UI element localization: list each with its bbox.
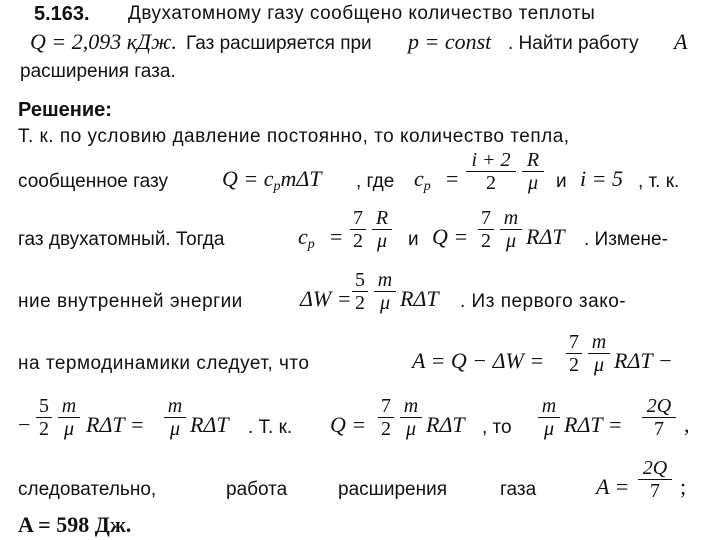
- heat-formula: [222, 168, 322, 194]
- fraction-denominator: 2: [353, 230, 363, 252]
- then-word: , то: [482, 417, 512, 438]
- fraction-m-over-mu: [538, 396, 560, 439]
- fraction-numerator: i + 2: [471, 149, 511, 171]
- cp-sub: p: [423, 179, 431, 194]
- fraction-denominator: 2: [39, 418, 49, 440]
- fraction-numerator: m: [167, 395, 183, 417]
- fraction-denominator: μ: [543, 418, 555, 440]
- fraction-denominator: 2: [381, 418, 391, 440]
- word-therefore: следовательно,: [18, 479, 157, 500]
- fraction-m-over-mu: [400, 396, 422, 439]
- fraction-denominator: μ: [169, 418, 181, 440]
- r-delta-t-minus: RΔT −: [614, 348, 673, 373]
- where-word: , где: [356, 171, 395, 192]
- fraction-numerator: m: [541, 395, 557, 417]
- r-delta-t: RΔT: [190, 412, 229, 437]
- solution-line-4-text: ние внутренней энергии: [18, 291, 243, 312]
- fraction-7-over-2: [350, 208, 366, 251]
- problem-pressure-condition: p = const: [408, 29, 492, 54]
- fraction-numerator: m: [591, 331, 607, 353]
- fraction-numerator: m: [61, 395, 77, 417]
- delta-w-equals: ΔW =: [300, 286, 352, 311]
- fraction-denominator: μ: [505, 230, 517, 252]
- word-work: работа: [226, 479, 288, 500]
- first-law-formula: A = Q − ΔW =: [412, 348, 545, 373]
- fraction-m-over-mu: [374, 270, 396, 313]
- equals-sign: =: [446, 166, 459, 191]
- equals-sign: =: [330, 224, 343, 249]
- fraction-numerator: 2Q: [646, 395, 672, 417]
- i-equals-5: i = 5: [580, 166, 623, 191]
- fraction-7-over-2: [478, 208, 494, 251]
- r-delta-t: RΔT: [400, 286, 439, 311]
- fraction-numerator: 7: [481, 207, 491, 229]
- fraction-m-over-mu: [164, 396, 186, 439]
- cp-sub: p: [307, 237, 315, 252]
- fraction-7-over-2: [378, 396, 394, 439]
- fraction-7-over-2: [566, 332, 582, 375]
- solution-line-1: Т. к. по условию давление постоянно, то количество тепла,: [18, 126, 570, 147]
- final-answer: A = 598 Дж.: [18, 512, 132, 537]
- heat-formula-tail: mΔT: [280, 166, 322, 191]
- fraction-numerator: m: [503, 207, 519, 229]
- comma: ,: [684, 412, 690, 437]
- solution-line-2-text: сообщенное газу: [18, 171, 168, 192]
- fraction-denominator: μ: [593, 354, 605, 376]
- word-gas: газа: [500, 479, 537, 500]
- and-word: и: [408, 229, 419, 250]
- fraction-denominator: μ: [527, 172, 539, 194]
- fraction-numerator: 5: [39, 395, 49, 417]
- word-expansion: расширения: [338, 479, 448, 500]
- fraction-denominator: 7: [650, 480, 660, 502]
- problem-line-2-text: Газ расширяется при: [186, 33, 372, 54]
- minus-sign: −: [18, 412, 31, 437]
- cp-letter: c: [414, 166, 424, 191]
- fraction-m-over-mu: [588, 332, 610, 375]
- fraction-2q-over-7: [642, 396, 676, 439]
- fraction-numerator: 7: [569, 331, 579, 353]
- cp-letter: c: [298, 224, 308, 249]
- fraction-i-plus-2-over-2: [466, 150, 516, 193]
- fraction-denominator: 2: [486, 172, 496, 194]
- fraction-numerator: m: [377, 269, 393, 291]
- fraction-denominator: μ: [405, 418, 417, 440]
- fraction-R-over-mu: [372, 208, 392, 251]
- fraction-denominator: 7: [654, 418, 664, 440]
- solution-line-3-text: газ двухатомный. Тогда: [18, 229, 225, 250]
- heat-formula-sub: p: [273, 179, 281, 194]
- semicolon: ;: [680, 474, 687, 499]
- problem-work-var: A: [674, 29, 688, 54]
- fraction-numerator: R: [375, 207, 389, 229]
- fraction-numerator: 2Q: [642, 457, 668, 479]
- fraction-numerator: 7: [381, 395, 391, 417]
- fraction-numerator: R: [526, 149, 540, 171]
- cp-symbol: [298, 226, 315, 252]
- problem-heat-formula: Q = 2,093 кДж.: [30, 29, 177, 54]
- r-delta-t-equals: RΔT =: [86, 412, 145, 437]
- q-equals: Q =: [330, 412, 367, 437]
- fraction-5-over-2: [36, 396, 52, 439]
- fraction-numerator: 5: [355, 269, 365, 291]
- problem-line-3: расширения газа.: [20, 61, 176, 82]
- fraction-denominator: μ: [376, 230, 388, 252]
- because-word: . Т. к.: [248, 417, 293, 438]
- solution-line-3-tail: . Измене-: [584, 229, 668, 250]
- fraction-numerator: m: [403, 395, 419, 417]
- fraction-denominator: 2: [355, 292, 365, 314]
- problem-line-2-tail: . Найти работу: [508, 33, 639, 54]
- fraction-denominator: μ: [63, 418, 75, 440]
- fraction-numerator: 7: [353, 207, 363, 229]
- fraction-2q-over-7: [638, 458, 672, 501]
- solution-line-5-text: на термодинамики следует, что: [18, 353, 310, 374]
- solution-heading: Решение:: [18, 99, 112, 121]
- fraction-m-over-mu: [58, 396, 80, 439]
- fraction-denominator: 2: [569, 354, 579, 376]
- heat-formula-lhs: Q = c: [222, 166, 274, 191]
- fraction-5-over-2: [352, 270, 368, 313]
- a-equals: A =: [596, 474, 630, 499]
- fraction-R-over-mu: [522, 150, 544, 193]
- fraction-m-over-mu: [500, 208, 522, 251]
- problem-number: 5.163.: [34, 3, 90, 25]
- q-equals: Q =: [432, 224, 469, 249]
- solution-line-4-tail: . Из первого зако-: [460, 291, 627, 312]
- r-delta-t: RΔT: [526, 224, 565, 249]
- and-word: и: [556, 171, 567, 192]
- cp-symbol: [414, 168, 431, 194]
- r-delta-t-equals: RΔT =: [564, 412, 623, 437]
- fraction-denominator: μ: [379, 292, 391, 314]
- problem-line-1: Двухатомному газу сообщено количество теплоты: [128, 3, 596, 24]
- fraction-denominator: 2: [481, 230, 491, 252]
- r-delta-t: RΔT: [426, 412, 465, 437]
- because-word: , т. к.: [638, 171, 680, 192]
